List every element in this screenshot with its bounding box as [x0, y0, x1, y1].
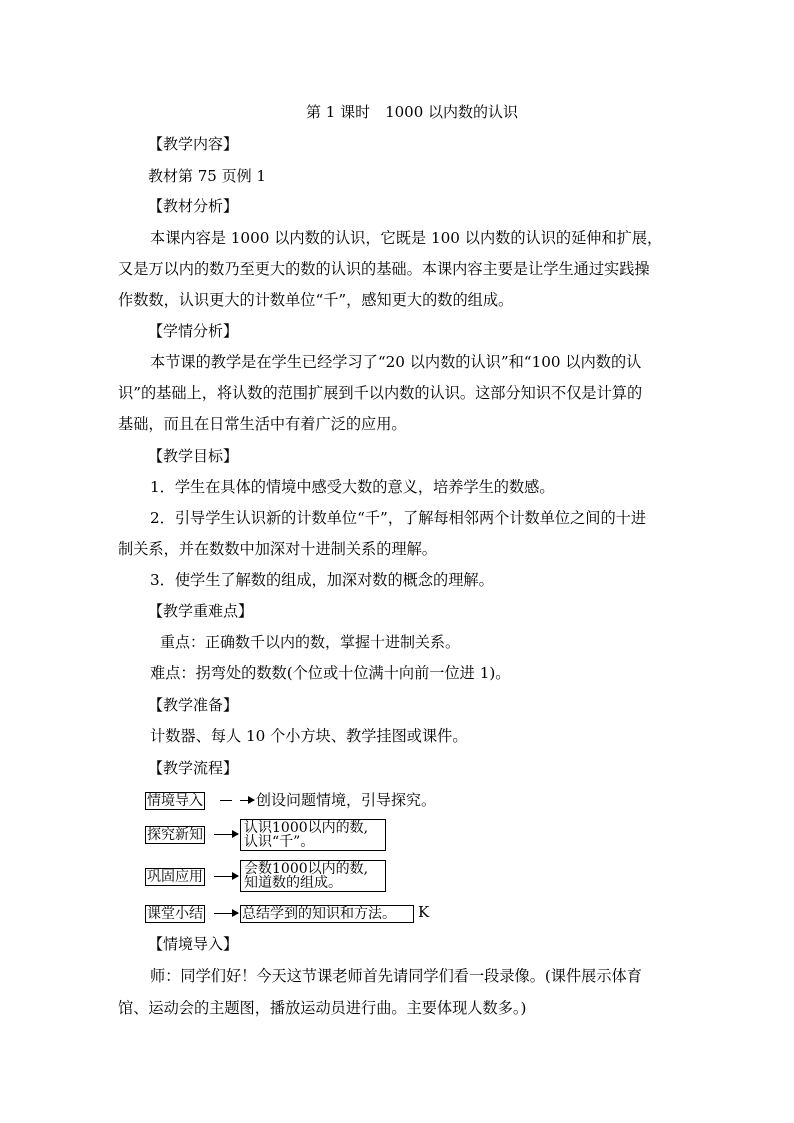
analysis-line: 本课内容是 1000 以内数的认识，它既是 100 以内数的认识的延伸和扩展，	[150, 229, 663, 247]
goal-line: 3．使学生了解数的组成，加深对数的概念的理解。	[150, 571, 494, 589]
flow-arrow	[214, 913, 238, 914]
flow-step-2-desc-line1: 认识1000以内的数,	[244, 820, 369, 836]
difficult-point: 难点：拐弯处的数数(个位或十位满十向前一位进 1)。	[150, 664, 511, 682]
goal-line: 1．学生在具体的情境中感受大数的意义，培养学生的数感。	[150, 478, 555, 496]
key-difficult-heading: 【教学重难点】	[148, 602, 254, 620]
learner-line: 基础，而且在日常生活中有着广泛的应用。	[118, 415, 407, 433]
flow-step-1-label: 情境导入	[147, 793, 203, 809]
intro-line: 馆、运动会的主题图，播放运动员进行曲。主要体现人数多。)	[118, 999, 527, 1017]
analysis-line: 作数数，认识更大的计数单位“千”，感知更大的数的组成。	[118, 291, 514, 309]
flow-arrow	[214, 834, 238, 835]
flow-step-3-desc-line1: 会数1000以内的数,	[244, 861, 369, 877]
flow-step-2-label: 探究新知	[147, 827, 203, 843]
flow-arrow	[214, 876, 238, 877]
flow-dash	[220, 800, 232, 801]
flow-step-3-label: 巩固应用	[147, 869, 203, 885]
flow-step-2-desc-line2: 认识“千”。	[244, 834, 315, 850]
goal-line: 2．引导学生认识新的计数单位“千”，了解每相邻两个计数单位之间的十进	[150, 509, 647, 527]
scenario-intro-heading: 【情境导入】	[148, 935, 239, 953]
key-point: 重点：正确数千以内的数，掌握十进制关系。	[160, 633, 461, 651]
teaching-prep-heading: 【教学准备】	[148, 696, 239, 714]
teaching-content-heading: 【教学内容】	[148, 135, 239, 153]
textbook-analysis-heading: 【教材分析】	[148, 197, 239, 215]
flow-step-4-label: 课堂小结	[147, 906, 203, 922]
lesson-title: 第 1 课时 1000 以内数的认识	[306, 103, 519, 121]
flow-stray-mark: K	[418, 903, 430, 921]
learner-line: 识”的基础上，将认数的范围扩展到千以内数的认识。这部分知识不仅是计算的	[118, 384, 643, 402]
learner-line: 本节课的教学是在学生已经学习了“20 以内数的认识”和“100 以内数的认	[150, 353, 642, 371]
flow-step-2-desc	[240, 819, 386, 851]
teaching-flow-heading: 【教学流程】	[148, 759, 239, 777]
flow-step-3-desc	[240, 860, 386, 892]
teaching-content-text: 教材第 75 页例 1	[148, 167, 266, 185]
flow-step-4-desc: 总结学到的知识和方法。	[240, 905, 414, 923]
flow-step-3-desc-line2: 知道数的组成。	[244, 875, 342, 891]
learner-analysis-heading: 【学情分析】	[148, 322, 239, 340]
intro-line: 师：同学们好！今天这节课老师首先请同学们看一段录像。(课件展示体育	[150, 967, 642, 985]
teaching-prep-text: 计数器、每人 10 个小方块、教学挂图或课件。	[150, 727, 468, 745]
flow-arrow	[240, 800, 254, 801]
goal-line: 制关系，并在数数中加深对十进制关系的理解。	[118, 540, 437, 558]
flow-step-1-desc: 创设问题情境，引导探究。	[256, 791, 437, 809]
analysis-line: 又是万以内的数乃至更大的数的认识的基础。本课内容主要是让学生通过实践操	[118, 260, 650, 278]
teaching-goals-heading: 【教学目标】	[148, 447, 239, 465]
